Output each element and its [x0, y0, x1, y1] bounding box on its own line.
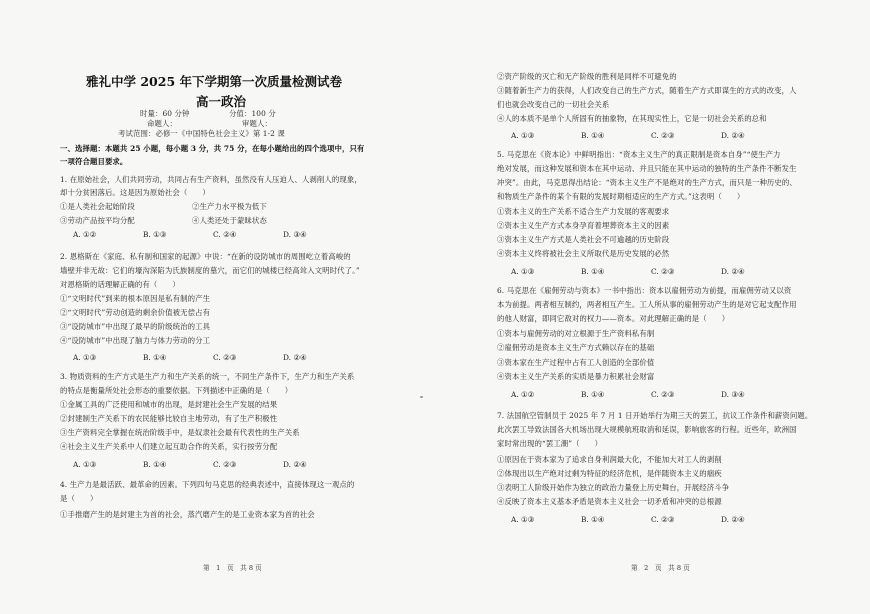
q3-option-a[interactable]: A. ①③ [73, 460, 97, 469]
q1-options [73, 230, 307, 239]
q4-option-b[interactable]: B. ①④ [581, 131, 605, 140]
q2-stem: 2. 恩格斯在《家庭、私有制和国家的起源》中说：“在新的设防城市的周围屹立着高峻的 [60, 252, 351, 261]
q6-option-c[interactable]: C. ②③ [651, 390, 675, 399]
q6-item-2: ②雇佣劳动是资本主义生产方式赖以存在的基础 [497, 343, 655, 352]
q2-stem-cont-2: 对恩格斯的话理解正确的有（ ） [60, 280, 180, 289]
q6-stem: 6. 马克思在《雇佣劳动与资本》一书中指出：资本以雇佣劳动为前提，而雇佣劳动又以资 [497, 286, 792, 295]
q5-stem-cont-3: 和物质生产条件的某个有限的发展时期相适应的生产方式。”这表明（ ） [497, 192, 745, 201]
q2-option-c[interactable]: C. ②③ [213, 353, 237, 362]
q1-option-b[interactable]: B. ①③ [143, 230, 167, 239]
exam-author: 命题人： [147, 119, 177, 128]
q4-stem: 4. 生产力是最活跃、最革命的因素。下列四句马克思的经典表述中，直接体现这一观点的 [60, 480, 355, 489]
section-heading: 一、选择题：本题共 25 小题，每小题 3 分，共 75 分，在每小题给出的四个选项中，只有 [60, 144, 365, 153]
q3-item-3: ③生产资料完全掌握在统治阶级手中，是奴隶社会最有代表性的生产关系 [60, 428, 300, 437]
q2-stem-cont: 墙壁并非无故：它们的壕沟深陷为氏族制度的墓穴，而它们的城楼已经高耸入文明时代了。” [60, 266, 360, 275]
q7-item-4: ④反映了资本主义基本矛盾是资本主义社会一切矛盾和冲突的总根源 [497, 497, 722, 506]
q7-options [511, 515, 745, 524]
q1-item-4: ④人类还处于蒙昧状态 [192, 216, 267, 225]
exam-title: 雅礼中学 2025 年下学期第一次质量检测试卷 [86, 74, 342, 89]
q6-item-3: ③资本家在生产过程中占有工人创造的全部价值 [497, 358, 655, 367]
q3-stem: 3. 物质资料的生产方式是生产力和生产关系的统一，不同生产条件下，生产力和生产关系 [60, 372, 355, 381]
q5-option-a[interactable]: A. ①③ [511, 267, 535, 276]
q6-option-d[interactable]: D. ③④ [721, 390, 745, 399]
q3-item-2: ②封建制生产关系下的农民能够比较自主地劳动，有了生产积极性 [60, 414, 278, 423]
q6-stem-cont-2: 的他人财富，即同它敌对的权力——资本。对此理解正确的是（ ） [497, 314, 730, 323]
q5-item-2: ②资本主义生产方式本身孕育着埋葬资本主义的因素 [497, 221, 670, 230]
q1-item-2: ②生产力水平极为低下 [192, 202, 267, 211]
exam-score: 分值：100 分 [229, 109, 276, 118]
q4-item-1: ①手推磨产生的是封建主为首的社会，蒸汽磨产生的是工业资本家为首的社会 [60, 510, 315, 519]
q3-item-1: ①金属工具的广泛使用和城市的出现，是封建社会生产发展的结果 [60, 400, 278, 409]
q4-item-3: ③随着新生产力的获得，人们改变自己的生产方式，随着生产方式即谋生的方式的改变，人 [497, 86, 797, 95]
q7-option-c[interactable]: C. ②③ [651, 515, 675, 524]
q4-item-4: ④人的本质不是单个人所固有的抽象物，在其现实性上，它是一切社会关系的总和 [497, 114, 767, 123]
q2-item-1: ①“文明时代”到来的根本原因是私有制的产生 [60, 294, 211, 303]
q3-options [73, 460, 307, 469]
scan-speck [420, 396, 423, 398]
q5-option-c[interactable]: C. ②③ [651, 267, 675, 276]
q5-item-4: ④资本主义终将被社会主义所取代是历史发展的必然 [497, 249, 670, 258]
exam-scope: 考试范围：必修一《中国特色社会主义》第 1-2 课 [118, 129, 285, 138]
q4-item-3-cont: 们也就会改变自己的一切社会关系 [497, 100, 610, 109]
q3-option-c[interactable]: C. ②③ [213, 460, 237, 469]
q5-option-b[interactable]: B. ①④ [581, 267, 605, 276]
page-footer-1: 第 1 页 共 8 页 [203, 564, 262, 572]
q7-item-3: ③表明工人阶级开始作为独立的政治力量登上历史舞台，开展经济斗争 [497, 483, 730, 492]
q2-item-4: ④“设防城市”中出现了脑力与体力劳动的分工 [60, 336, 211, 345]
q3-item-4: ④社会主义生产关系中人们建立起互助合作的关系，实行按劳分配 [60, 442, 278, 451]
q2-option-b[interactable]: B. ①④ [143, 353, 167, 362]
q7-stem: 7. 法国航空管制员于 2025 年 7 月 1 日开始举行为期三天的罢工，抗议工作条件和薪资问题。 [497, 411, 813, 420]
q7-option-b[interactable]: B. ①④ [581, 515, 605, 524]
q7-item-1: ①原因在于资本家为了追求自身利润最大化，不能加大对工人的剥削 [497, 455, 722, 464]
q5-stem-cont: 绝对发展，而这种发展和资本在其中运动、并且只能在其中运动的独特的生产条件不断发生 [497, 164, 797, 173]
q4-item-2: ②资产阶级的灭亡和无产阶级的胜利是同样不可避免的 [497, 72, 677, 81]
q4-option-a[interactable]: A. ①③ [511, 131, 535, 140]
q4-stem-cont: 是（ ） [60, 494, 98, 503]
q2-item-3: ③“设防城市”中出现了最早的阶级统治的工具 [60, 322, 211, 331]
q4-options [511, 131, 745, 140]
q1-item-1: ①是人类社会起始阶段 [60, 202, 135, 211]
q5-item-1: ①资本主义的生产关系不适合生产力发展的客观要求 [497, 207, 670, 216]
q3-option-d[interactable]: D. ②④ [283, 460, 307, 469]
q7-option-a[interactable]: A. ①③ [511, 515, 535, 524]
q5-item-3: ③资本主义生产方式是人类社会不可逾越的历史阶段 [497, 235, 670, 244]
q6-item-4: ④资本主义生产关系的实质是暴力积累社会财富 [497, 372, 655, 381]
q1-option-c[interactable]: C. ②④ [213, 230, 237, 239]
q2-options [73, 353, 307, 362]
q6-stem-cont: 本为前提。两者相互制约，两者相互产生。工人所从事的雇佣劳动产生的是对它起支配作用 [497, 300, 797, 309]
q7-stem-cont: 此次罢工导致法国各大机场出现大规模航班取消和延误，影响旅客的行程。近些年，欧洲国 [497, 425, 797, 434]
q2-item-2: ②“文明时代”劳动创造的剩余价值被无偿占有 [60, 308, 211, 317]
q2-option-a[interactable]: A. ①③ [73, 353, 97, 362]
q1-option-a[interactable]: A. ①② [73, 230, 97, 239]
q7-option-d[interactable]: D. ②④ [721, 515, 745, 524]
subject-title: 高一政治 [196, 94, 247, 109]
q2-option-d[interactable]: D. ②④ [283, 353, 307, 362]
q7-stem-cont-2: 家时常出现的“罢工潮”（ ） [497, 439, 603, 448]
q3-option-b[interactable]: B. ①④ [143, 460, 167, 469]
q4-option-d[interactable]: D. ②④ [721, 131, 745, 140]
q1-option-d[interactable]: D. ③④ [283, 230, 307, 239]
q7-item-2: ②体现出以生产绝对过剩为特征的经济危机，是伴随资本主义的痼疾 [497, 469, 722, 478]
exam-page-2 [435, 0, 870, 614]
exam-reviewer: 审题人： [242, 119, 272, 128]
q4-option-c[interactable]: C. ②③ [651, 131, 675, 140]
q1-stem: 1. 在原始社会，人们共同劳动，共同占有生产资料，虽然没有人压迫人、人剥削人的现象， [60, 175, 362, 184]
q5-stem: 5. 马克思在《资本论》中鲜明指出：“资本主义生产的真正限制是资本自身”“使生产力 [497, 150, 781, 159]
q6-item-1: ①资本与雇佣劳动的对立根源于生产资料私有制 [497, 329, 655, 338]
q5-option-d[interactable]: D. ②④ [721, 267, 745, 276]
page-footer-2: 第 2 页 共 8 页 [631, 564, 690, 572]
q3-stem-cont: 的特点是衡量所处社会形态的重要依据。下列描述中正确的是（ ） [60, 386, 293, 395]
q6-option-a[interactable]: A. ①② [511, 390, 535, 399]
q6-options [511, 390, 745, 399]
q1-item-3: ③劳动产品按平均分配 [60, 216, 135, 225]
q1-stem-cont: 却十分贫困落后。这是因为原始社会（ ） [60, 188, 210, 197]
section-heading-cont: 一项符合题目要求。 [60, 157, 128, 166]
q5-stem-cont-2: 冲突”。由此，马克思得出结论：“资本主义生产不是绝对的生产方式，而只是一种历史的、 [497, 178, 797, 187]
q6-option-b[interactable]: B. ①④ [581, 390, 605, 399]
exam-time: 时量：60 分钟 [140, 109, 190, 118]
q5-options [511, 267, 745, 276]
